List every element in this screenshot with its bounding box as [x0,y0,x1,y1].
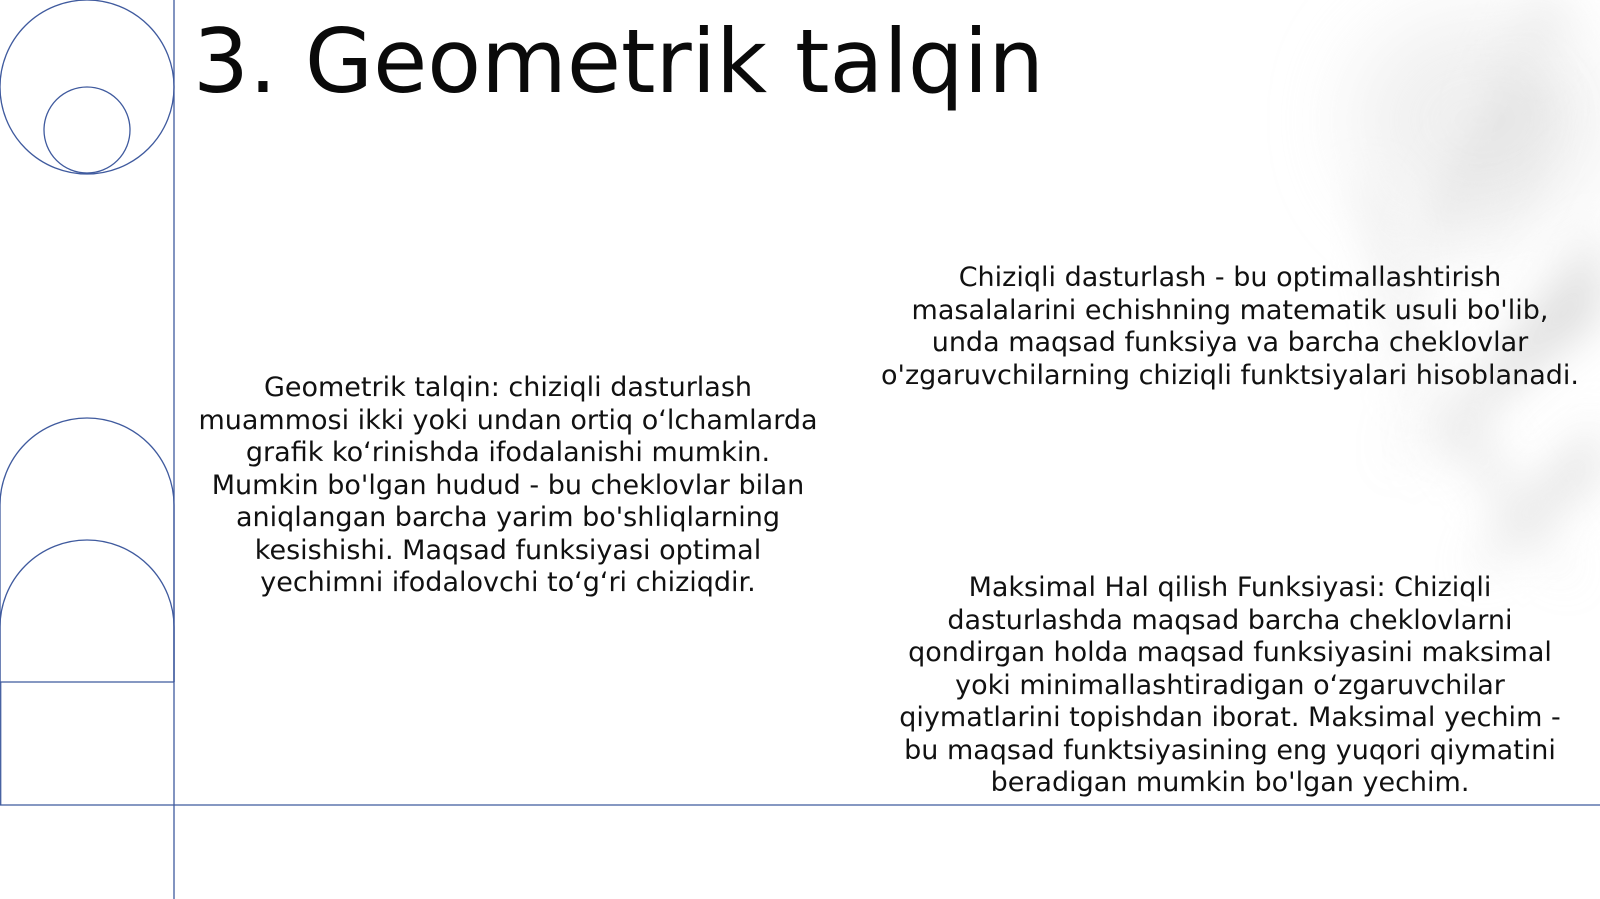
lower-arch-outline [0,540,174,682]
geometric-interpretation-paragraph: Geometrik talqin: chiziqli dasturlash muammosi ikki yoki undan ortiq o‘lchamlarda grafik ko‘rinishda ifodalanishi mumkin. Mumkin bo'lgan hudud - bu cheklovlar bilan aniqlangan barcha yarim bo'shliqlarning kesishishi. Maqsad funksiyasi optimal yechimni ifodalovchi to‘g‘ri chiziqdir. [198,372,818,598]
upper-arch-outline [0,418,174,682]
maximal-solution-paragraph: Maksimal Hal qilish Funksiyasi: Chiziqli dasturlashda maqsad barcha cheklovlarni qondirgan holda maqsad funksiyasini maksimal yoki minimallashtiradigan o‘zgaruvchilar qiymatlarini topishdan iborat. Maksimal yechim - bu maqsad funktsiyasining eng yuqori qiymatini beradigan mumkin bo'lgan yechim. [899,572,1561,798]
small-circle-outline [44,87,130,173]
linear-programming-definition-paragraph: Chiziqli dasturlash - bu optimallashtirish masalalarini echishning matematik usuli bo'lib, unda maqsad funksiya va barcha cheklovlar o'zgaruvchilarning chiziqli funktsiyalari hisoblanadi. [881,262,1579,391]
slide-title: 3. Geometrik talqin [193,10,1044,113]
